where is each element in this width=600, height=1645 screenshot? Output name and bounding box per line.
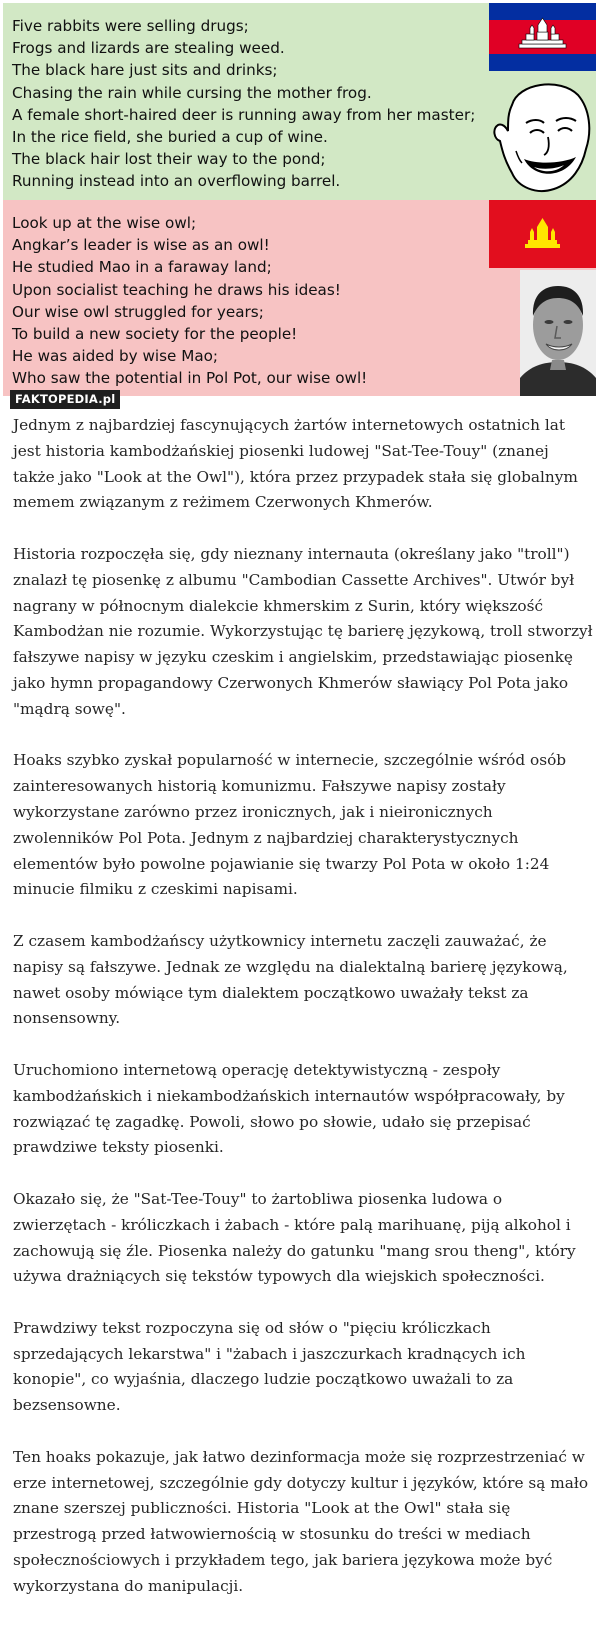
lyric-line: Look up at the wise owl; [12,214,197,232]
article-paragraph: Jednym z najbardziej fascynujących żartów internetowych ostatnich lat jest historia kambodżańskiej piosenki ludowej "Sat-Tee-Touy" (znanej także jako "Look at the Owl"), która przez przypadek stała się globalnym memem związanym z reżimem Czerwonych Khmerów. [13,416,578,512]
lyric-line: Frogs and lizards are stealing weed. [12,39,285,58]
lyric-line: Who saw the potential in Pol Pot, our wise owl! [12,369,368,388]
lyric-line: In the rice field, she buried a cup of wine. [12,127,328,146]
article-paragraph: Ten hoaks pokazuje, jak łatwo dezinformacja może się rozprzestrzeniać w erze internetowej, szczególnie gdy dotyczy kultur i języków, które są mało znane szerszej publiczności. Historia "Look at the Owl" stała się przestrogą przed łatwowiernością w stosunku do treści w mediach społecznościowych i przykładem tego, jak bariera językowa może być wykorzystana do manipulacji. [13,1447,589,1595]
cambodia-flag-icon [489,3,596,71]
lyric-line: Angkar’s leader is wise as an owl! [12,236,270,255]
article-paragraph: Okazało się, że "Sat-Tee-Touy" to żartobliwa piosenka ludowa o zwierzętach - króliczkach i żabach - które palą marihuanę, piją alkohol i zachowują się źle. Piosenka należy do gatunku "mang srou theng", który używa drażniących się tekstów typowych dla wiejskich społeczności. [13,1189,576,1286]
lyric-line: A female short-haired deer is running away from her master; [12,105,476,124]
lyric-line: The black hare just sits and drinks; [12,61,278,80]
meme-bottom-panel [3,200,596,396]
article-paragraph: Historia rozpoczęła się, gdy nieznany internauta (określany jako "troll") znalazł tę piosenkę z albumu "Cambodian Cassette Archives". Utwór był nagrany w północnym dialekcie khmerskim z Surin, który większość Kambodżan nie rozumie. Wykorzystując tę barierę językową, troll stworzył fałszywe napisy w języku czeskim i angielskim, przedstawiając piosenkę jako hymn propagandowy Czerwonych Khmerów sławiący Pol Pota jako "mądrą sowę". [13,544,593,718]
meme-top-panel [3,3,596,200]
lyric-line: He was aided by wise Mao; [12,347,219,366]
article-paragraph: Prawdziwy tekst rozpoczyna się od słów o "pięciu króliczkach sprzedających lekarstwa" i "żabach i jaszczurkach kradnących ich konopie", co wyjaśnia, dlaczego ludzie początkowo uważali to za bezsensowne. [13,1318,526,1415]
khmer-rouge-flag-icon [489,200,596,268]
bottom-lyrics [12,212,367,390]
portrait-photo-icon [520,270,596,396]
article-paragraph: Hoaks szybko zyskał popularność w internecie, szczególnie wśród osób zainteresowanych historią komunizmu. Fałszywe napisy zostały wykorzystane zarówno przez ironicznych, jak i nieironicznych zwolenników Pol Pota. Jednym z najbardziej charakterystycznych elementów było powolne pojawianie się twarzy Pol Pota w około 1:24 minucie filmiku z czeskimi napisami. [13,751,567,899]
lyric-line: To build a new society for the people! [12,324,298,343]
article-body [13,413,595,1625]
meme-image [3,3,596,396]
lyric-line: The black hair lost their way to the pond; [12,150,326,169]
lyric-line: Five rabbits were selling drugs; [12,17,249,35]
article-paragraph: Z czasem kambodżańscy użytkownicy internetu zaczęli zauważać, że napisy są fałszywe. Jednak ze względu na dialektalną barierę językową, nawet osoby mówiące tym dialektem początkowo uważały tekst za nonsensowny. [13,931,568,1028]
lyric-line: Chasing the rain while cursing the mother frog. [12,83,372,102]
watermark-badge: FAKTOPEDIA.pl [10,390,120,409]
lyric-line: Our wise owl struggled for years; [12,302,264,321]
lyric-line: Upon socialist teaching he draws his ideas! [12,280,341,299]
lyric-line: He studied Mao in a faraway land; [12,258,272,277]
top-lyrics [12,15,475,193]
wojak-face-icon [490,75,594,197]
lyric-line: Running instead into an overflowing barrel. [12,172,341,191]
article-paragraph: Uruchomiono internetową operację detektywistyczną - zespoły kambodżańskich i niekambodżańskich internautów współpracowały, by rozwiązać tę zagadkę. Powoli, słowo po słowie, udało się przepisać prawdziwe teksty piosenki. [13,1060,565,1157]
